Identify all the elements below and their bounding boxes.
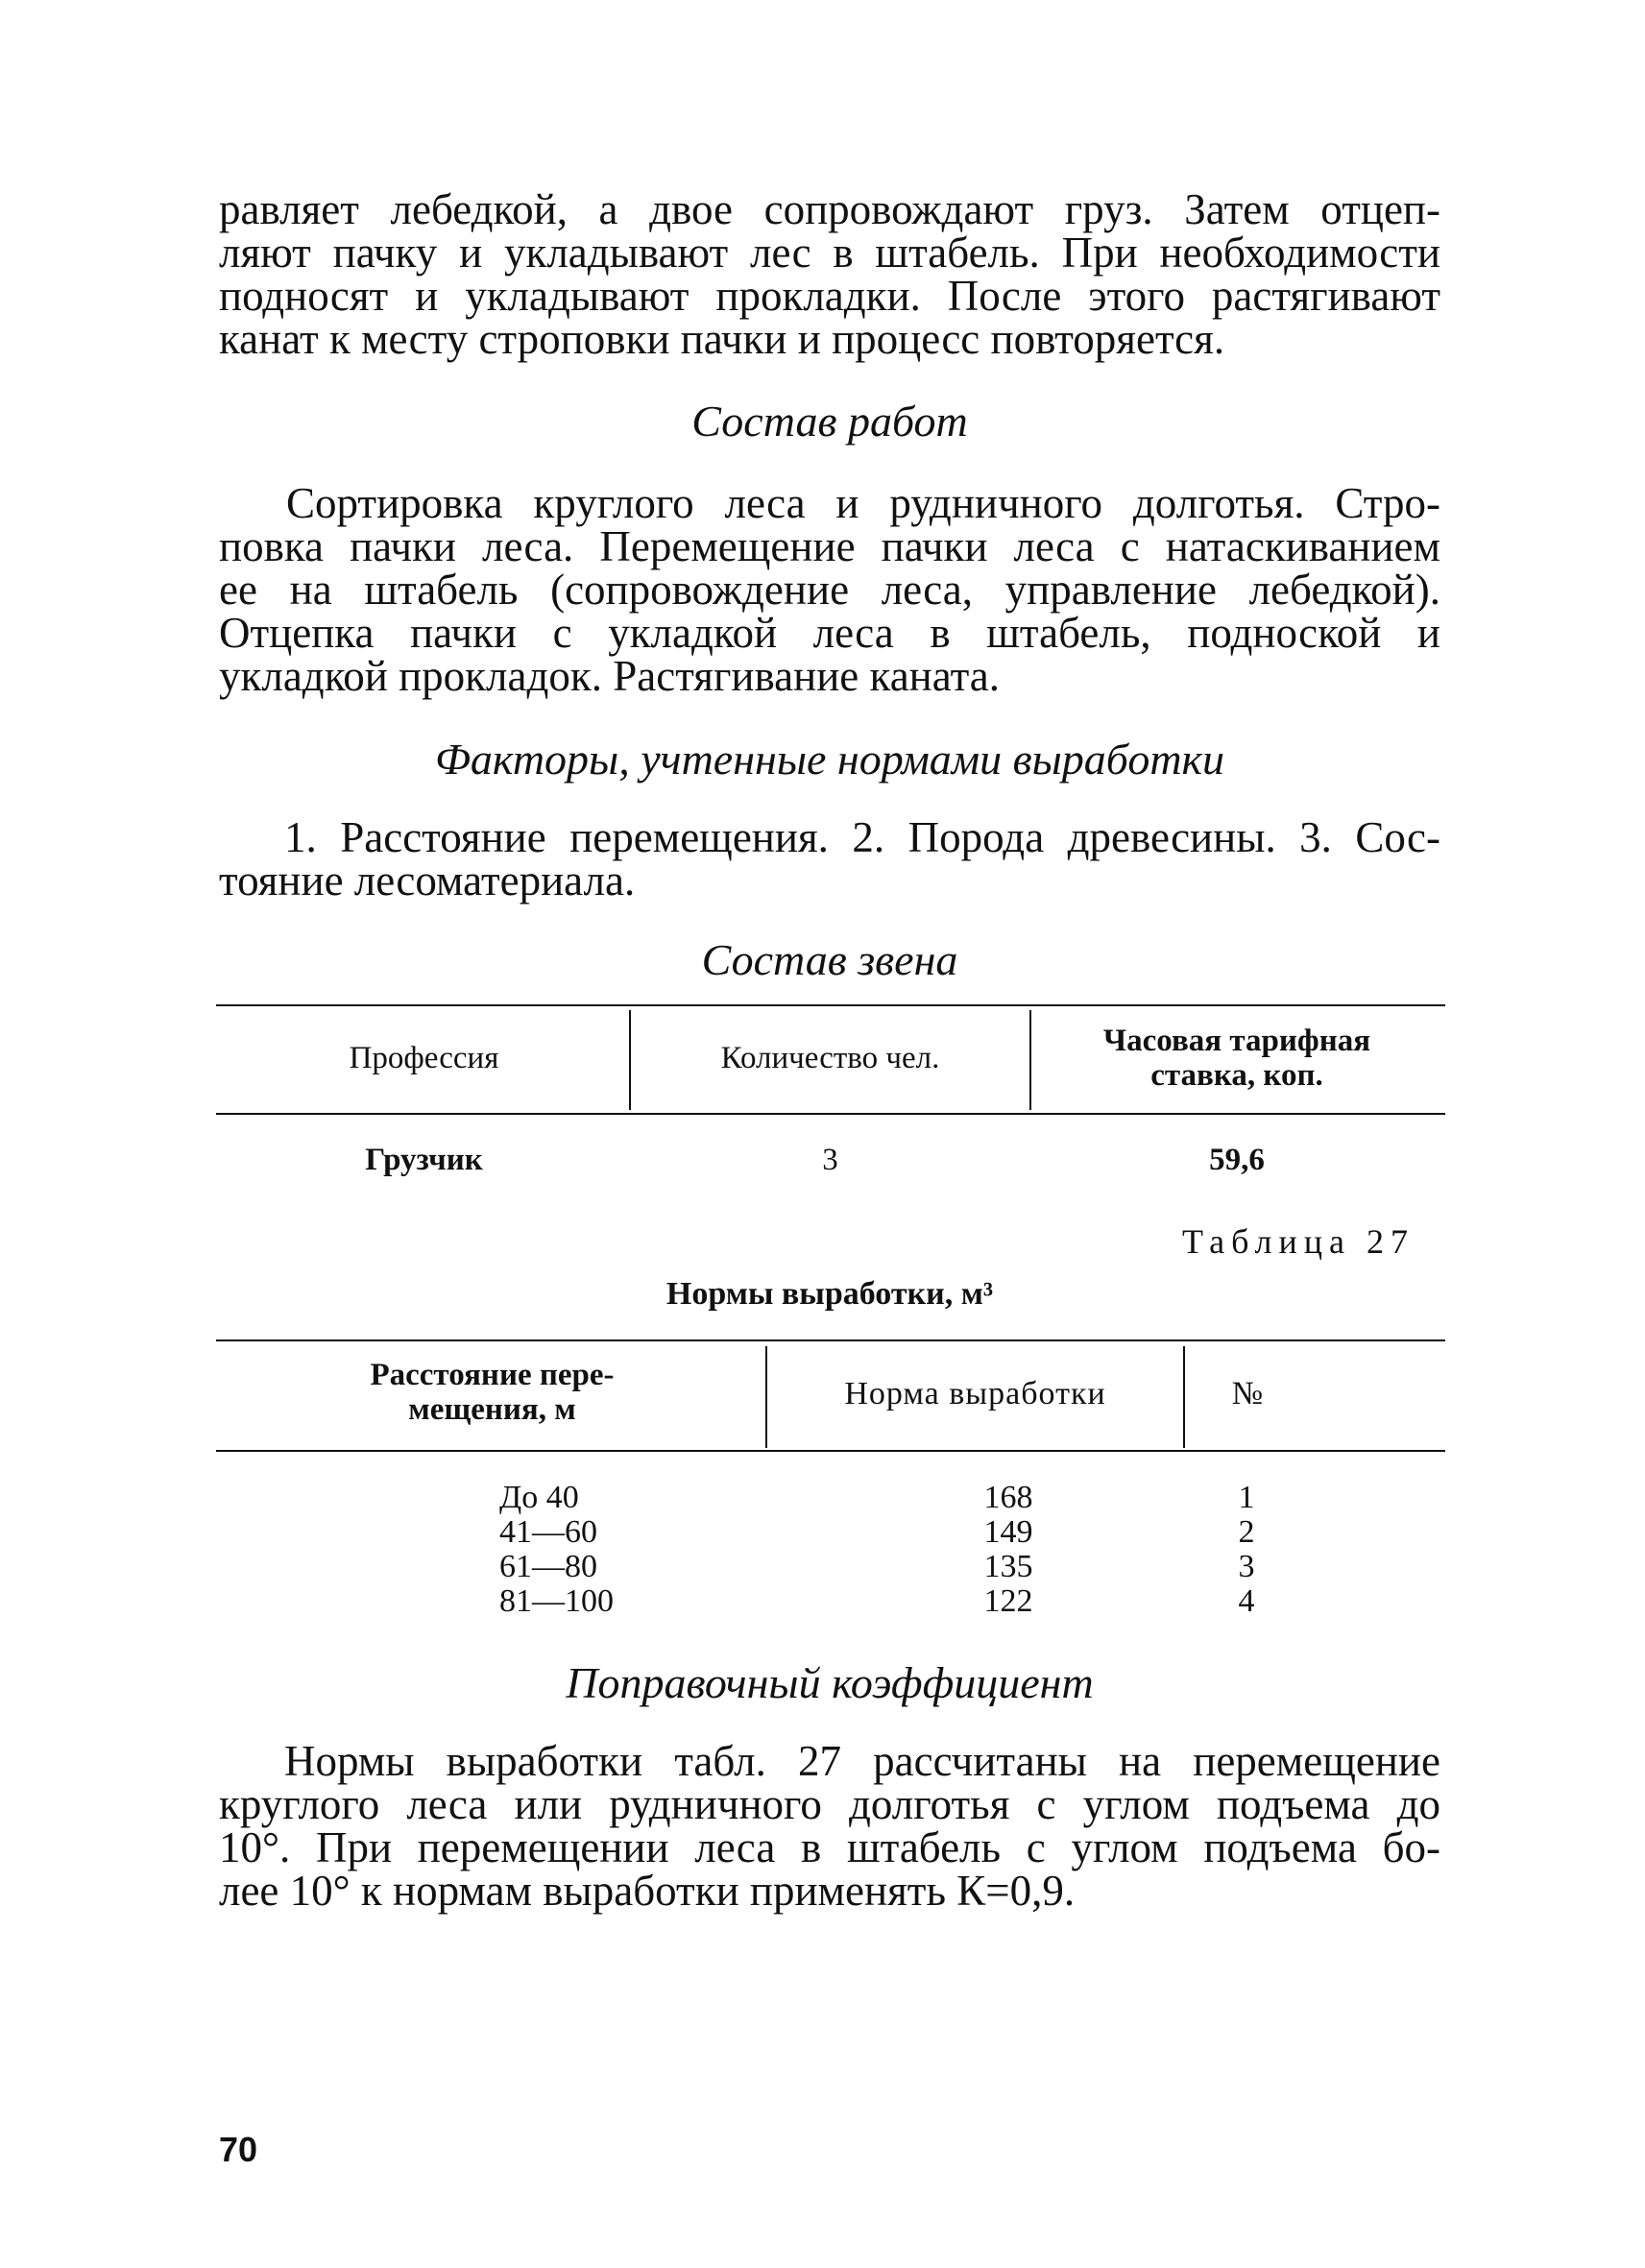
intro-paragraph [219,185,1440,363]
section-title-crew: Состав звена [701,935,958,984]
norms-cell-norm: 135 [983,1549,1033,1584]
crew-cell-count: 3 [822,1143,838,1177]
crew-header-count: Количество чел. [720,1041,940,1075]
text-line: круглого леса или рудничного долготья с углом подъема до [219,1780,1440,1828]
norms-cell-norm: 149 [983,1514,1033,1550]
norms-table-header-rule [216,1450,1445,1452]
norms-cell-distance: 61—80 [499,1549,597,1584]
crew-header-rate-line: ставка, коп. [1150,1058,1323,1093]
text-line: ее на штабель (сопровождение леса, управление лебедкой). [219,566,1440,614]
norms-table-top-rule [216,1339,1445,1341]
table-label: Таблица 27 [1182,1222,1415,1261]
norms-cell-number: 3 [1238,1549,1255,1584]
section-title-factors: Факторы, учтенные нормами выработки [434,735,1225,784]
text-line: Отцепка пачки с укладкой леса в штабель, подноской и [219,609,1440,657]
norms-cell-number: 4 [1238,1583,1255,1619]
crew-header-rate [1031,1024,1442,1093]
crew-cell-rate: 59,6 [1209,1143,1265,1177]
norms-column-distance [499,1481,653,1619]
crew-header-rate-line: Часовая тарифная [1102,1024,1371,1058]
crew-table-top-rule [216,1004,1445,1006]
text-line: Сортировка круглого леса и рудничного долготья. Стро- [286,479,1440,527]
norms-cell-norm: 122 [983,1583,1033,1619]
norms-cell-number: 2 [1238,1514,1255,1550]
norms-cell-number: 1 [1238,1480,1255,1515]
norms-header-norm: Норма выработки [844,1376,1106,1411]
coefficient-paragraph [219,1737,1440,1915]
text-line: повка пачки леса. Перемещение пачки леса с натаскиванием [219,522,1440,570]
norms-header-distance-line: Расстояние пере- [370,1358,615,1392]
section-title-work: Состав работ [691,397,968,446]
text-line: равляет лебедкой, а двое сопровождают груз. Затем отцеп- [219,185,1440,233]
factors-paragraph [219,813,1440,905]
crew-table-header-rule [216,1113,1445,1115]
section-title-coefficient: Поправочный коэффициент [566,1658,1094,1707]
text-line: укладкой прокладок. Растягивание каната. [219,652,1001,700]
text-line: 10°. При перемещении леса в штабель с углом подъема бо- [219,1823,1440,1871]
text-line: тояние лесоматериала. [219,857,636,905]
norms-column-number [1218,1481,1275,1619]
norms-header-distance-line: мещения, м [408,1392,576,1427]
text-line: Нормы выработки табл. 27 рассчитаны на перемещение [284,1737,1440,1785]
text-line: 1. Расстояние перемещения. 2. Порода древесины. 3. Сос- [284,813,1440,861]
norms-cell-distance: 41—60 [499,1514,597,1550]
norms-header-number: № [1231,1376,1264,1411]
norms-cell-norm: 168 [983,1480,1033,1515]
text-line: подносят и укладывают прокладки. После этого растягивают [219,272,1440,320]
norms-cell-distance: До 40 [499,1480,579,1515]
page-number: 70 [219,2130,258,2169]
text-line: ляют пачку и укладывают лес в штабель. При необходимости [219,229,1440,277]
norms-header-distance [219,1358,765,1427]
norms-cell-distance: 81—100 [499,1583,614,1619]
work-paragraph [219,479,1440,700]
table-title: Нормы выработки, м³ [665,1276,994,1312]
crew-header-profession: Профессия [349,1041,499,1075]
crew-cell-profession: Грузчик [365,1143,483,1177]
text-line: канат к месту строповки пачки и процесс повторяется. [219,315,1225,363]
norms-column-norm [951,1481,1066,1619]
text-line: лее 10° к нормам выработки применять К=0,9. [219,1867,1076,1915]
